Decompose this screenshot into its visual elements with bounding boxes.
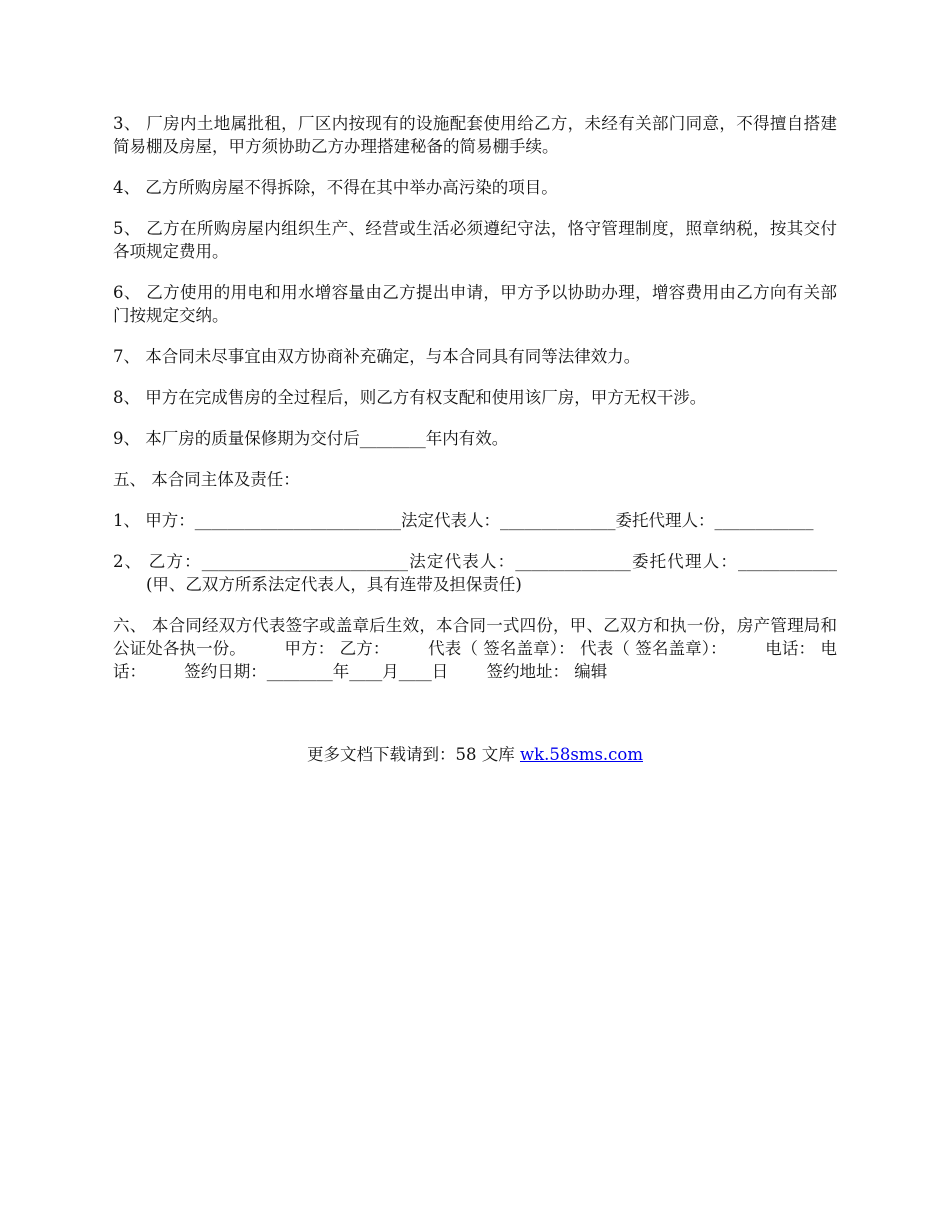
clause-8: 8、 甲方在完成售房的全过程后，则乙方有权支配和使用该厂房，甲方无权干涉。 <box>113 388 707 407</box>
section-6-paragraph: 六、 本合同经双方代表签字或盖章后生效，本合同一式四份，甲、乙双方和执一份，房产管理局和公证处各执一份。 甲方： 乙方： 代表（ 签名盖章）： 代表（ 签名盖章）： 电话： 电话： 签约日期：________年____月____日 签约地址： 编辑 <box>113 616 837 681</box>
party-b-line: 2、 乙方：_________________________法定代表人：______________委托代理人：____________ (甲、乙双方所系法定代表人，具有连带及担保责任) <box>113 552 837 594</box>
footer-link[interactable]: wk.58sms.com <box>519 745 643 764</box>
party-a-line: 1、 甲方：_________________________法定代表人：______________委托代理人：____________ <box>113 511 814 530</box>
download-footer <box>0 743 950 766</box>
clause-5: 5、 乙方在所购房屋内组织生产、经营或生活必须遵纪守法，恪守管理制度，照章纳税，按其交付各项规定费用。 <box>113 219 837 261</box>
clause-6: 6、 乙方使用的用电和用水增容量由乙方提出申请，甲方予以协助办理，增容费用由乙方向有关部门按规定交纳。 <box>113 283 837 325</box>
clause-3: 3、 厂房内土地属批租，厂区内按现有的设施配套使用给乙方，未经有关部门同意，不得擅自搭建简易棚及房屋，甲方须协助乙方办理搭建秘备的简易棚手续。 <box>113 114 837 156</box>
clause-7: 7、 本合同未尽事宜由双方协商补充确定，与本合同具有同等法律效力。 <box>113 347 641 366</box>
clause-9: 9、 本厂房的质量保修期为交付后________年内有效。 <box>113 429 509 448</box>
clause-4: 4、 乙方所购房屋不得拆除，不得在其中举办高污染的项目。 <box>113 178 558 197</box>
section-5-heading: 五、 本合同主体及责任： <box>113 470 300 489</box>
document-body <box>113 112 837 701</box>
footer-prefix: 更多文档下载请到：58 文库 <box>306 745 520 764</box>
